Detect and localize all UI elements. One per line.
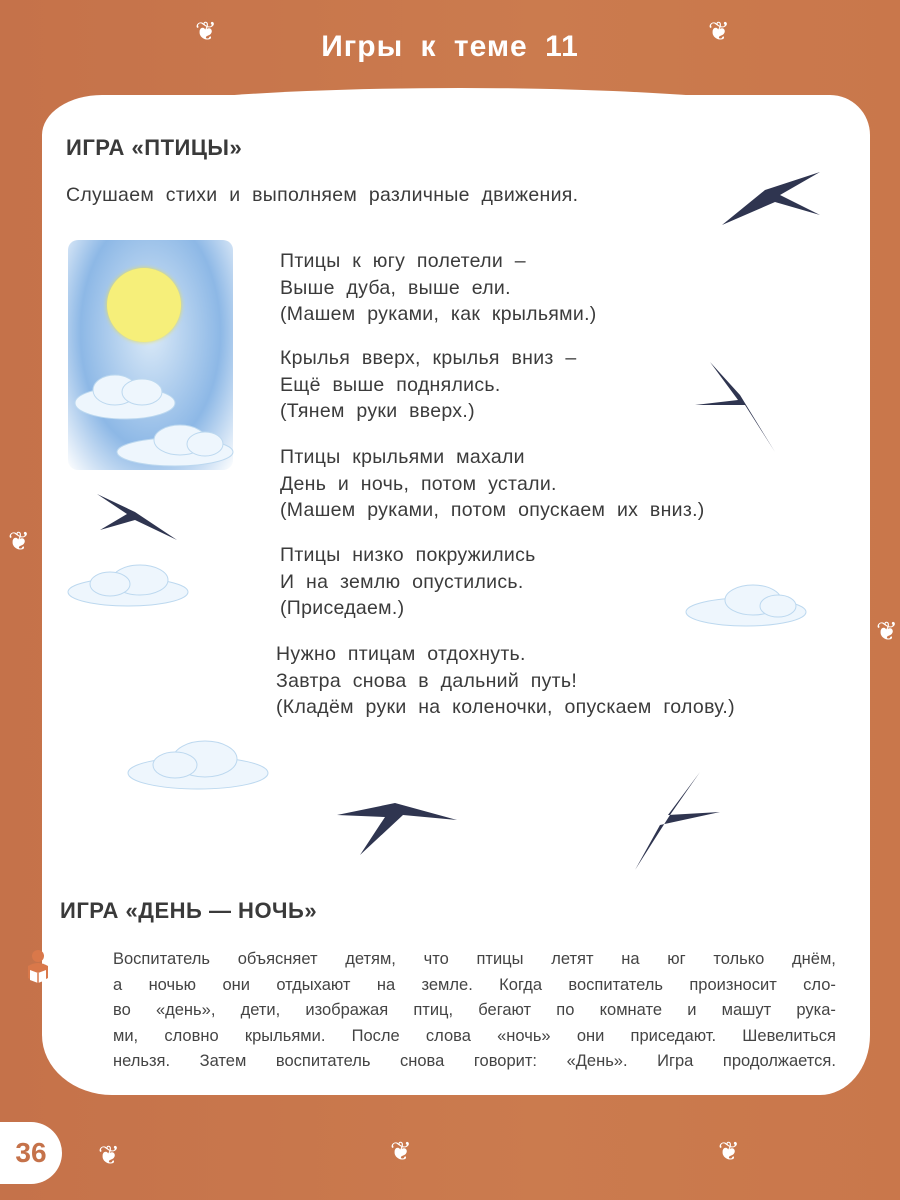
poem-stanza xyxy=(276,641,735,721)
word: детям, xyxy=(345,950,396,968)
cloud-illustration xyxy=(70,368,180,423)
poem-line: Ещё выше поднялись. xyxy=(280,373,501,396)
word: только xyxy=(713,950,765,968)
word: по xyxy=(556,1001,575,1019)
poem-stanza xyxy=(280,248,597,328)
word: бегают xyxy=(478,1001,532,1019)
maple-leaf-icon: ❦ xyxy=(98,1140,120,1170)
description-line xyxy=(113,1049,836,1075)
word: а xyxy=(113,975,123,994)
description-line xyxy=(113,1024,836,1050)
poem-stanza xyxy=(280,542,536,622)
poem-instruction: (Тянем руки вверх.) xyxy=(280,400,475,422)
word: воспитатель xyxy=(568,975,663,994)
swallow-icon xyxy=(335,795,460,860)
poem-line: Выше дуба, выше ели. xyxy=(280,276,511,299)
poem-stanza xyxy=(280,444,705,524)
page-number: 36 xyxy=(0,1122,62,1184)
word: Шевелиться xyxy=(742,1026,836,1045)
poem-line: Птицы низко покружились xyxy=(280,544,536,566)
cloud-illustration xyxy=(678,580,813,630)
title-prefix: ИГРА xyxy=(66,135,125,160)
game-title-birds xyxy=(66,135,242,161)
word: объясняет xyxy=(237,950,318,968)
poem-line: День и ночь, потом устали. xyxy=(280,472,557,495)
poem-line: Птицы крыльями махали xyxy=(280,446,525,468)
word: птицы xyxy=(476,950,524,968)
swallow-icon xyxy=(95,492,180,542)
swallow-icon xyxy=(720,170,825,230)
word: словно xyxy=(164,1026,219,1045)
word: ночью xyxy=(148,975,197,994)
word: машут xyxy=(721,1001,772,1019)
title-name: «ПТИЦЫ» xyxy=(131,135,243,160)
word: снова xyxy=(400,1052,445,1070)
cloud-illustration xyxy=(110,420,240,470)
word: летят xyxy=(551,950,594,968)
page-header: Игры к теме 11 xyxy=(321,30,579,63)
word: комнате xyxy=(599,1001,663,1019)
poem-line: Завтра снова в дальний путь! xyxy=(276,669,578,692)
poem-instruction: (Машем руками, потом опускаем их вниз.) xyxy=(280,499,705,521)
word: ми, xyxy=(113,1026,139,1045)
word: на xyxy=(376,975,396,994)
word: произносит xyxy=(689,975,777,994)
poem-instruction: (Кладём руки на коленочки, опускаем голову.) xyxy=(276,696,735,718)
maple-leaf-icon: ❦ xyxy=(708,16,730,46)
description-line xyxy=(113,973,836,999)
poem-line: И на землю опустились. xyxy=(280,570,524,593)
word: Затем xyxy=(199,1052,247,1070)
description-line xyxy=(113,947,836,973)
word: «День». xyxy=(566,1052,628,1070)
word: земле. xyxy=(421,975,473,994)
cloud-illustration xyxy=(120,735,275,795)
game-description xyxy=(113,947,836,1075)
maple-leaf-icon: ❦ xyxy=(195,16,217,46)
title-prefix: ИГРА xyxy=(60,898,119,923)
word: Воспитатель xyxy=(113,950,210,968)
poem-instruction: (Приседаем.) xyxy=(280,597,405,619)
swallow-icon xyxy=(690,360,780,455)
poem-line: Нужно птицам отдохнуть. xyxy=(276,643,526,665)
swallow-icon xyxy=(630,770,725,875)
word: нельзя. xyxy=(113,1052,171,1070)
word: говорит: xyxy=(473,1052,537,1070)
word: крыльями. xyxy=(244,1026,326,1045)
word: что xyxy=(423,950,449,968)
word: птиц, xyxy=(413,1001,454,1019)
poem-stanza xyxy=(280,345,577,425)
word: днём, xyxy=(792,950,836,968)
word: и xyxy=(687,1001,697,1019)
word: продолжается. xyxy=(722,1052,836,1070)
word: во xyxy=(113,1001,131,1019)
poem-instruction: (Машем руками, как крыльями.) xyxy=(280,303,597,325)
poem-line: Крылья вверх, крылья вниз – xyxy=(280,347,577,369)
intro-text: Слушаем стихи и выполняем различные движения. xyxy=(66,184,579,206)
sun-illustration xyxy=(107,268,181,342)
word: они xyxy=(222,975,250,994)
word: отдыхают xyxy=(276,975,351,994)
word: приседают. xyxy=(630,1026,717,1045)
word: «день», xyxy=(155,1001,216,1019)
maple-leaf-icon: ❦ xyxy=(390,1136,412,1166)
word: юг xyxy=(667,950,686,968)
word: сло- xyxy=(803,975,836,994)
word: изображая xyxy=(305,1001,389,1019)
teacher-reading-icon xyxy=(22,948,54,992)
word: они xyxy=(576,1026,605,1045)
poem-line: Птицы к югу полетели – xyxy=(280,250,526,272)
word: слова xyxy=(425,1026,471,1045)
word: рука- xyxy=(796,1001,836,1019)
game-title-day-night xyxy=(60,898,317,924)
word: После xyxy=(351,1026,400,1045)
word: Когда xyxy=(499,975,543,994)
word: воспитатель xyxy=(275,1052,371,1070)
word: Игра xyxy=(657,1052,694,1070)
title-name: «ДЕНЬ — НОЧЬ» xyxy=(125,898,318,923)
cloud-illustration xyxy=(60,560,195,610)
description-line xyxy=(113,998,836,1024)
word: дети, xyxy=(240,1001,281,1019)
maple-leaf-icon: ❦ xyxy=(8,526,30,556)
word: на xyxy=(621,950,640,968)
maple-leaf-icon: ❦ xyxy=(718,1136,740,1166)
maple-leaf-icon: ❦ xyxy=(876,616,898,646)
word: «ночь» xyxy=(497,1026,551,1045)
